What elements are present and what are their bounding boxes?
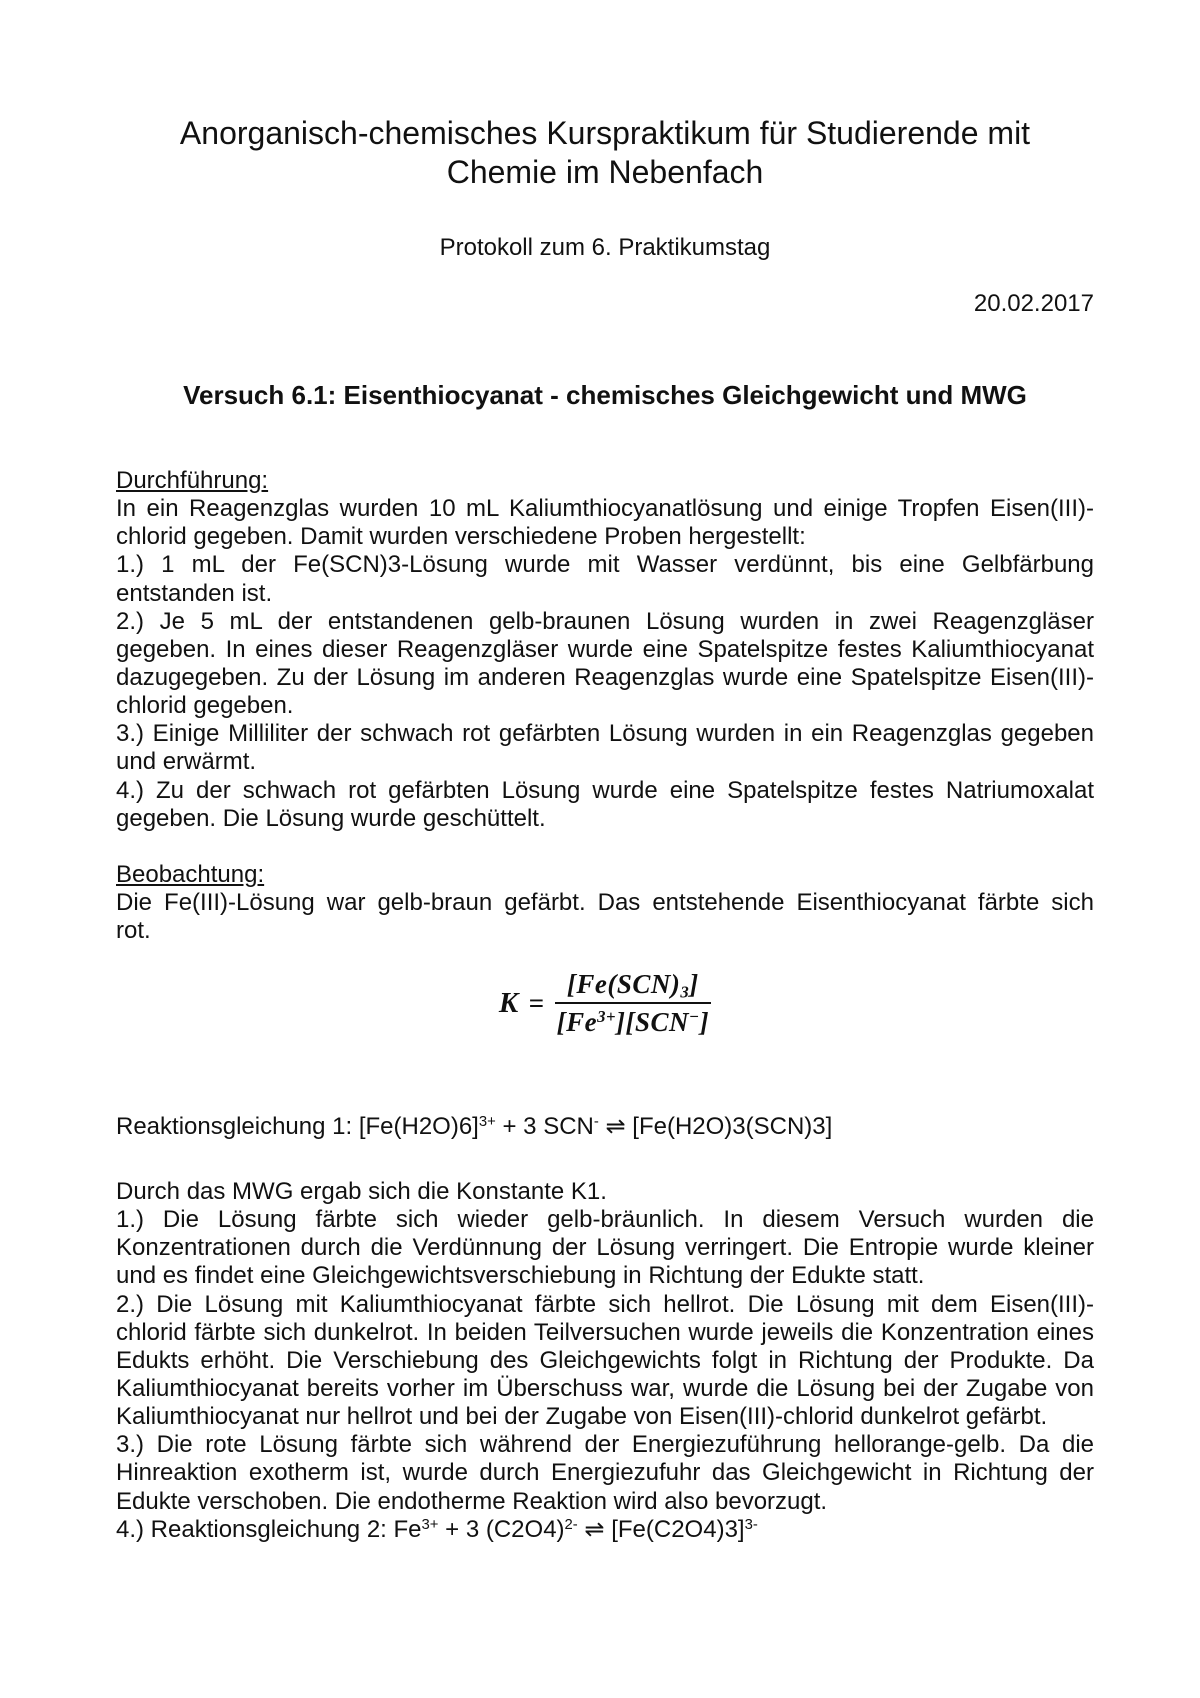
paragraph bbox=[116, 1516, 1094, 1544]
superscript: 3+ bbox=[478, 1113, 496, 1130]
title-line: Chemie im Nebenfach bbox=[446, 154, 764, 190]
paragraph bbox=[116, 1291, 1094, 1432]
paragraph bbox=[116, 1178, 1094, 1206]
paragraph bbox=[116, 495, 1094, 551]
text-line: rot. bbox=[116, 917, 151, 945]
title-line: Anorganisch-chemisches Kurspraktikum für Studierende mit bbox=[179, 115, 1031, 151]
experiment-heading: Versuch 6.1: Eisenthiocyanat - chemisches Gleichgewicht und MWG bbox=[183, 380, 1027, 410]
procedure-observation-section bbox=[116, 467, 1094, 945]
text-line: dazugegeben. Zu der Lösung im anderen Reagenzglas wurde eine Spatelspitze Eisen(III)- bbox=[116, 664, 1094, 691]
text-run: ][SCN bbox=[615, 1007, 689, 1037]
superscript: - bbox=[593, 1113, 599, 1130]
paragraph bbox=[116, 777, 1094, 833]
text-line: 4.) Zu der schwach rot gefärbten Lösung wurde eine Spatelspitze festes Natriumoxalat bbox=[116, 776, 1094, 804]
text-line: 2.) Je 5 mL der entstandenen gelb-braunen Lösung wurden in zwei Reagenzgläser bbox=[116, 607, 1094, 635]
formula-denominator bbox=[555, 1004, 712, 1037]
paragraph bbox=[116, 889, 1094, 945]
observation-text bbox=[116, 889, 1094, 945]
text-line: entstanden ist. bbox=[116, 579, 273, 607]
text-line: 3.) Die rote Lösung färbte sich während der Energiezuführung hellorange-gelb. Da die bbox=[116, 1431, 1094, 1459]
text-run: + 3 SCN bbox=[495, 1113, 594, 1140]
text-line: Kaliumthiocyanat nur hellrot und bei der Zugabe von Eisen(III)-chlorid dunkelrot gefärbt. bbox=[116, 1403, 1048, 1431]
subscript: 3 bbox=[680, 982, 690, 1002]
text-run: + 3 (C2O4) bbox=[438, 1515, 565, 1543]
text-run: [Fe(SCN) bbox=[566, 969, 681, 999]
superscript: 3+ bbox=[597, 1006, 616, 1026]
paragraph bbox=[116, 720, 1094, 776]
text-run: 4.) Reaktionsgleichung 2: Fe bbox=[116, 1515, 422, 1543]
text-run: ⇌ [Fe(C2O4)3] bbox=[577, 1515, 745, 1543]
text-line: Konzentrationen durch die Verdünnung der Lösung verringert. Die Entropie wurde kleiner bbox=[116, 1234, 1094, 1262]
text-line: Kaliumthiocyanat bereits vorher im Überschuss war, wurde die Lösung bei der Zugabe von bbox=[116, 1374, 1094, 1402]
formula-numerator bbox=[555, 969, 712, 1004]
text-line: Durch das MWG ergab sich die Konstante K1. bbox=[116, 1178, 607, 1205]
paragraph bbox=[116, 608, 1094, 721]
reaction-equation-1 bbox=[116, 1113, 1094, 1141]
paragraph bbox=[116, 551, 1094, 607]
superscript: 3+ bbox=[421, 1516, 439, 1533]
text-line bbox=[116, 1516, 1094, 1544]
text-line: Edukte verschoben. Die endotherme Reaktion wird also bevorzugt. bbox=[116, 1487, 828, 1515]
text-line: chlorid färbte sich dunkelrot. In beiden Teilversuchen wurde jeweils die Konzentration eines bbox=[116, 1318, 1094, 1346]
observation-label: Beobachtung: bbox=[116, 860, 265, 888]
procedure-label: Durchführung: bbox=[116, 467, 269, 494]
formula-equals: = bbox=[528, 987, 545, 1018]
text-line: Die Fe(III)-Lösung war gelb-braun gefärbt. Das entstehende Eisenthiocyanat färbte sich bbox=[116, 889, 1094, 917]
text-line: In ein Reagenzglas wurden 10 mL Kaliumthiocyanatlösung und einige Tropfen Eisen(III)- bbox=[116, 495, 1094, 523]
protocol-date: 20.02.2017 bbox=[973, 290, 1094, 317]
text-line: 1.) 1 mL der Fe(SCN)3-Lösung wurde mit Wasser verdünnt, bis eine Gelbfärbung bbox=[116, 551, 1094, 579]
text-line: 1.) Die Lösung färbte sich wieder gelb-bräunlich. In diesem Versuch wurden die bbox=[116, 1206, 1094, 1234]
evaluation-section bbox=[116, 1178, 1094, 1544]
text-line: Edukts erhöht. Die Verschiebung des Gleichgewichts folgt in Richtung der Produkte. Da bbox=[116, 1346, 1094, 1374]
paragraph bbox=[116, 1206, 1094, 1290]
text-line: gegeben. Die Lösung wurde geschüttelt. bbox=[116, 804, 546, 832]
text-line: Hinreaktion exotherm ist, wurde durch Energiezufuhr das Gleichgewicht in Richtung der bbox=[116, 1459, 1094, 1487]
formula-fraction bbox=[555, 969, 712, 1037]
text-run: ] bbox=[699, 1007, 710, 1037]
superscript: 2- bbox=[564, 1516, 578, 1533]
text-line: chlorid gegeben. bbox=[116, 692, 294, 720]
text-line: und erwärmt. bbox=[116, 748, 257, 776]
superscript: − bbox=[689, 1006, 700, 1026]
procedure-text bbox=[116, 495, 1094, 833]
text-line: 2.) Die Lösung mit Kaliumthiocyanat färbte sich hellrot. Die Lösung mit dem Eisen(III)- bbox=[116, 1290, 1094, 1318]
superscript: 3- bbox=[744, 1516, 758, 1533]
text-run: ⇌ [Fe(H2O)3(SCN)3] bbox=[598, 1113, 833, 1140]
document-title bbox=[116, 114, 1094, 192]
text-run: Reaktionsgleichung 1: [Fe(H2O)6] bbox=[116, 1113, 479, 1140]
text-line: chlorid gegeben. Damit wurden verschiedene Proben hergestellt: bbox=[116, 523, 806, 551]
text-line: und es findet eine Gleichgewichtsverschiebung in Richtung der Edukte statt. bbox=[116, 1262, 925, 1290]
paragraph bbox=[116, 1431, 1094, 1515]
evaluation-text bbox=[116, 1178, 1094, 1544]
text-run: ] bbox=[689, 969, 699, 999]
protocol-subtitle: Protokoll zum 6. Praktikumstag bbox=[439, 234, 771, 261]
text-run: [Fe bbox=[556, 1007, 598, 1037]
formula-lhs: K bbox=[498, 986, 519, 1019]
text-line: 3.) Einige Milliliter der schwach rot gefärbten Lösung wurden in ein Reagenzglas gegeben bbox=[116, 720, 1094, 748]
equilibrium-constant-formula bbox=[116, 966, 1094, 1040]
text-line: gegeben. In eines dieser Reagenzgläser wurde eine Spatelspitze festes Kaliumthiocyanat bbox=[116, 635, 1094, 663]
